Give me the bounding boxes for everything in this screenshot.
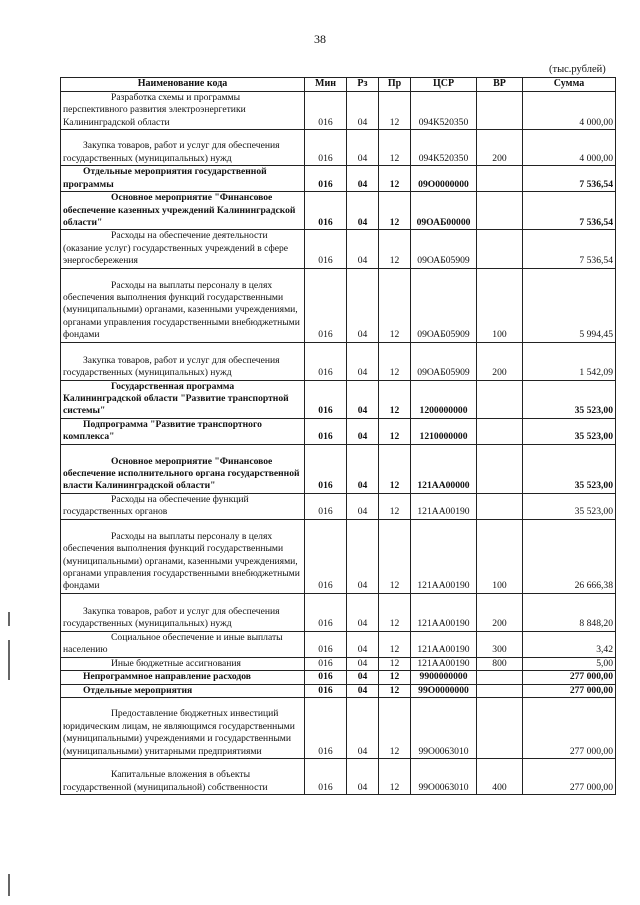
cell-csr: 1200000000 — [411, 380, 477, 418]
cell-name — [61, 593, 305, 631]
cell-min: 016 — [305, 519, 347, 593]
cell-min: 016 — [305, 92, 347, 130]
table-row — [61, 697, 616, 758]
row-label: Отдельные мероприятия — [83, 684, 193, 696]
cell-pr: 12 — [379, 380, 411, 418]
cell-vr — [477, 92, 523, 130]
row-label: Основное мероприятие "Финансовое обеспечение казенных учреждений Калининградской области" — [63, 192, 296, 229]
row-label: Непрограммное направление расходов — [83, 671, 251, 683]
cell-vr — [477, 230, 523, 268]
cell-min: 016 — [305, 671, 347, 684]
table-row — [61, 631, 616, 657]
cell-sum: 277 000,00 — [523, 697, 616, 758]
header-rz: Рз — [347, 78, 379, 92]
cell-rz: 04 — [347, 631, 379, 657]
row-label: Разработка схемы и программы перспективного развития электроэнергетики Калининградской области — [63, 92, 246, 128]
cell-min: 016 — [305, 268, 347, 342]
table-row — [61, 593, 616, 631]
cell-min: 016 — [305, 166, 347, 192]
cell-min: 016 — [305, 418, 347, 444]
margin-mark — [8, 612, 10, 626]
cell-csr: 121АА00190 — [411, 593, 477, 631]
cell-vr — [477, 418, 523, 444]
cell-vr: 400 — [477, 758, 523, 794]
table-row — [61, 130, 616, 166]
cell-sum: 4 000,00 — [523, 130, 616, 166]
cell-pr: 12 — [379, 758, 411, 794]
cell-csr: 121АА00190 — [411, 493, 477, 519]
cell-csr: 9900000000 — [411, 671, 477, 684]
cell-rz: 04 — [347, 418, 379, 444]
cell-pr: 12 — [379, 684, 411, 697]
cell-name — [61, 380, 305, 418]
cell-sum: 277 000,00 — [523, 684, 616, 697]
cell-sum: 26 666,38 — [523, 519, 616, 593]
cell-csr: 09ОАБ05909 — [411, 230, 477, 268]
cell-vr: 800 — [477, 657, 523, 670]
row-label: Капитальные вложения в объекты государственной (муниципальной) собственности — [63, 769, 268, 793]
cell-min: 016 — [305, 444, 347, 493]
cell-sum: 5 994,45 — [523, 268, 616, 342]
cell-min: 016 — [305, 657, 347, 670]
row-label: Расходы на обеспечение функций государственных органов — [63, 494, 249, 518]
cell-min: 016 — [305, 230, 347, 268]
cell-rz: 04 — [347, 268, 379, 342]
cell-csr: 121АА00190 — [411, 519, 477, 593]
cell-csr: 09О0000000 — [411, 166, 477, 192]
page-number: 38 — [314, 32, 326, 46]
cell-sum: 1 542,09 — [523, 342, 616, 380]
cell-pr: 12 — [379, 593, 411, 631]
cell-pr: 12 — [379, 697, 411, 758]
table-row — [61, 493, 616, 519]
cell-rz: 04 — [347, 519, 379, 593]
cell-rz: 04 — [347, 166, 379, 192]
cell-sum: 3,42 — [523, 631, 616, 657]
cell-name — [61, 230, 305, 268]
cell-name — [61, 684, 305, 697]
cell-csr: 094К520350 — [411, 92, 477, 130]
cell-vr — [477, 192, 523, 230]
cell-rz: 04 — [347, 671, 379, 684]
unit-note: (тыс.рублей) — [549, 64, 606, 75]
cell-vr — [477, 697, 523, 758]
table-row — [61, 657, 616, 670]
table-row — [61, 166, 616, 192]
cell-pr: 12 — [379, 493, 411, 519]
cell-rz: 04 — [347, 130, 379, 166]
cell-name — [61, 631, 305, 657]
cell-min: 016 — [305, 697, 347, 758]
cell-min: 016 — [305, 130, 347, 166]
cell-sum: 7 536,54 — [523, 230, 616, 268]
row-label: Расходы на выплаты персоналу в целях обеспечения выполнения функций государственными (муниципальными) органами, казенными учреждениями, органами управления государственными внебюджетными фондами — [63, 530, 300, 592]
cell-name — [61, 418, 305, 444]
row-label: Социальное обеспечение и иные выплаты населению — [63, 631, 283, 656]
cell-csr: 094К520350 — [411, 130, 477, 166]
cell-vr — [477, 166, 523, 192]
table-row — [61, 671, 616, 684]
cell-sum: 5,00 — [523, 657, 616, 670]
cell-csr: 121АА00190 — [411, 657, 477, 670]
cell-vr: 200 — [477, 130, 523, 166]
cell-csr: 99О0000000 — [411, 684, 477, 697]
cell-min: 016 — [305, 192, 347, 230]
table-row — [61, 92, 616, 130]
cell-sum: 35 523,00 — [523, 493, 616, 519]
cell-min: 016 — [305, 684, 347, 697]
row-label: Подпрограмма "Развитие транспортного комплекса" — [63, 419, 262, 443]
cell-pr: 12 — [379, 268, 411, 342]
header-vr: ВР — [477, 78, 523, 92]
cell-name — [61, 758, 305, 794]
cell-min: 016 — [305, 380, 347, 418]
cell-name — [61, 130, 305, 166]
cell-vr — [477, 380, 523, 418]
row-label: Предоставление бюджетных инвестиций юридическим лицам, не являющимся государственными (муниципальными) учреждениями и государственными (муниципальными) унитарными предприятиями — [63, 708, 295, 757]
cell-vr — [477, 684, 523, 697]
header-sum: Сумма — [523, 78, 616, 92]
cell-vr — [477, 671, 523, 684]
cell-name — [61, 92, 305, 130]
cell-min: 016 — [305, 631, 347, 657]
cell-name — [61, 519, 305, 593]
table-row — [61, 230, 616, 268]
row-label: Расходы на обеспечение деятельности (оказание услуг) государственных учреждений в сфере энергосбережения — [63, 230, 289, 267]
cell-vr: 100 — [477, 519, 523, 593]
cell-rz: 04 — [347, 192, 379, 230]
cell-min: 016 — [305, 593, 347, 631]
cell-rz: 04 — [347, 593, 379, 631]
cell-name — [61, 342, 305, 380]
cell-pr: 12 — [379, 631, 411, 657]
header-csr: ЦСР — [411, 78, 477, 92]
row-label: Отдельные мероприятия государственной программы — [63, 166, 267, 190]
cell-pr: 12 — [379, 657, 411, 670]
cell-sum: 8 848,20 — [523, 593, 616, 631]
header-min: Мин — [305, 78, 347, 92]
margin-mark — [8, 640, 10, 680]
row-label: Иные бюджетные ассигнования — [111, 657, 241, 669]
header-pr: Пр — [379, 78, 411, 92]
cell-csr: 09ОАБ05909 — [411, 342, 477, 380]
cell-pr: 12 — [379, 671, 411, 684]
cell-rz: 04 — [347, 444, 379, 493]
cell-min: 016 — [305, 758, 347, 794]
cell-rz: 04 — [347, 380, 379, 418]
cell-rz: 04 — [347, 697, 379, 758]
cell-csr: 1210000000 — [411, 418, 477, 444]
cell-pr: 12 — [379, 444, 411, 493]
cell-rz: 04 — [347, 230, 379, 268]
cell-rz: 04 — [347, 342, 379, 380]
cell-rz: 04 — [347, 92, 379, 130]
cell-rz: 04 — [347, 758, 379, 794]
cell-rz: 04 — [347, 657, 379, 670]
cell-csr: 09ОАБ05909 — [411, 268, 477, 342]
cell-name — [61, 268, 305, 342]
cell-rz: 04 — [347, 493, 379, 519]
cell-sum: 35 523,00 — [523, 444, 616, 493]
header-name: Наименование кода — [61, 78, 305, 92]
table-row — [61, 268, 616, 342]
row-label: Закупка товаров, работ и услуг для обеспечения государственных (муниципальных) нужд — [63, 140, 280, 164]
table-row — [61, 342, 616, 380]
cell-csr: 09ОАБ00000 — [411, 192, 477, 230]
cell-pr: 12 — [379, 519, 411, 593]
margin-mark — [8, 874, 10, 896]
cell-sum: 277 000,00 — [523, 758, 616, 794]
cell-min: 016 — [305, 493, 347, 519]
cell-vr — [477, 444, 523, 493]
cell-min: 016 — [305, 342, 347, 380]
cell-vr: 300 — [477, 631, 523, 657]
cell-name — [61, 166, 305, 192]
cell-pr: 12 — [379, 192, 411, 230]
table-row — [61, 684, 616, 697]
cell-sum: 35 523,00 — [523, 418, 616, 444]
cell-sum: 7 536,54 — [523, 166, 616, 192]
cell-name — [61, 444, 305, 493]
row-label: Расходы на выплаты персоналу в целях обеспечения выполнения функций государственными (муниципальными) органами, казенными учреждениями, органами управления государственными внебюджетными фондами — [63, 279, 300, 341]
cell-sum: 277 000,00 — [523, 671, 616, 684]
cell-pr: 12 — [379, 418, 411, 444]
row-label: Государственная программа Калининградской области "Развитие транспортной системы" — [63, 380, 289, 417]
table-row — [61, 519, 616, 593]
cell-sum: 35 523,00 — [523, 380, 616, 418]
table-row — [61, 380, 616, 418]
cell-pr: 12 — [379, 130, 411, 166]
cell-pr: 12 — [379, 92, 411, 130]
table-row — [61, 758, 616, 794]
cell-vr: 200 — [477, 593, 523, 631]
table-row — [61, 192, 616, 230]
cell-csr: 121АА00000 — [411, 444, 477, 493]
cell-vr: 200 — [477, 342, 523, 380]
table-row — [61, 418, 616, 444]
cell-rz: 04 — [347, 684, 379, 697]
cell-pr: 12 — [379, 342, 411, 380]
cell-sum: 7 536,54 — [523, 192, 616, 230]
cell-csr: 121АА00190 — [411, 631, 477, 657]
cell-csr: 99О0063010 — [411, 697, 477, 758]
cell-name — [61, 493, 305, 519]
cell-name — [61, 671, 305, 684]
cell-csr: 99О0063010 — [411, 758, 477, 794]
cell-name — [61, 697, 305, 758]
cell-pr: 12 — [379, 166, 411, 192]
cell-name — [61, 657, 305, 670]
table-row — [61, 444, 616, 493]
row-label: Основное мероприятие "Финансовое обеспечение исполнительного органа государственной власти Калининградской области" — [63, 455, 300, 492]
cell-sum: 4 000,00 — [523, 92, 616, 130]
cell-pr: 12 — [379, 230, 411, 268]
row-label: Закупка товаров, работ и услуг для обеспечения государственных (муниципальных) нужд — [63, 606, 280, 630]
table-header-row — [61, 78, 616, 92]
budget-table — [60, 77, 616, 795]
cell-name — [61, 192, 305, 230]
row-label: Закупка товаров, работ и услуг для обеспечения государственных (муниципальных) нужд — [63, 354, 280, 379]
cell-vr — [477, 493, 523, 519]
cell-vr: 100 — [477, 268, 523, 342]
